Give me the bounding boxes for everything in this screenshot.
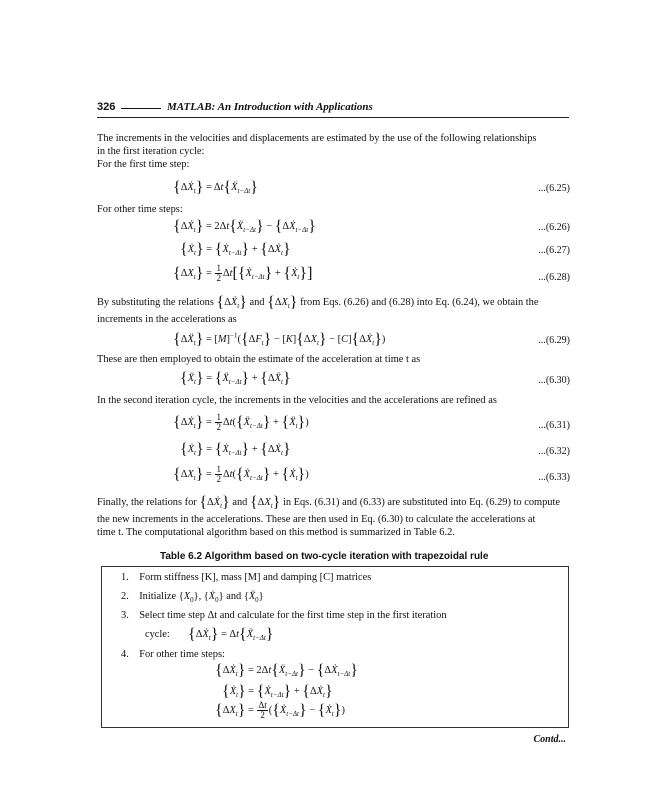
book-title: MATLAB: An Introduction with Applications bbox=[167, 101, 373, 113]
table-eq-displacement-increment: $\{\Delta X_t\}$ = $\frac{\Delta t}{2}$ ({Ẋ$_{t-\Delta t}$} − {Ẋ$_t$}) bbox=[215, 700, 345, 720]
equation-6-30: {Ẍ$_t$} = {Ẍ$_{t-\Delta t}$} + {ΔẌ$_t$} bbox=[180, 370, 291, 387]
table-row: 4. For other time steps: bbox=[121, 649, 225, 660]
other-steps-label: For other time steps: bbox=[97, 204, 183, 215]
eqno-6-26: ...(6.26) bbox=[538, 222, 570, 233]
page-number: 326 bbox=[97, 101, 116, 113]
paragraph-finally bbox=[97, 496, 569, 539]
equation-6-29: {ΔẌ$_t$} = $[M]^{-1}(\{\Delta F_t\} - [K]\{\Delta X_t\}$ − [C]{ΔẊ$_t$}) bbox=[173, 331, 386, 348]
header-dash bbox=[121, 108, 161, 109]
final-line-2: the new increments in the accelerations. These are then used in Eq. (6.30) to calculate the accelerations at bbox=[97, 514, 536, 526]
table-eq-velocity: {Ẋ$_t$} = {Ẋ$_{t-\Delta t}$} + {ΔẊ$_t$} bbox=[222, 683, 333, 700]
second-cycle-line: In the second iteration cycle, the increments in the velocities and the accelerations are refined as bbox=[97, 395, 497, 406]
equation-6-31: {ΔẊ$_t$} = $\frac{1}{2}$ Δt({Ẍ$_{t-\Delta t}$} + {Ẍ$_t$}) bbox=[173, 412, 309, 432]
eqno-6-33: ...(6.33) bbox=[538, 472, 570, 483]
eqno-6-30: ...(6.30) bbox=[538, 375, 570, 386]
table-caption: Table 6.2 Algorithm based on two-cycle iteration with trapezoidal rule bbox=[160, 551, 489, 562]
intro-line-2: in the first iteration cycle: bbox=[97, 146, 205, 157]
eqno-6-28: ...(6.28) bbox=[538, 272, 570, 283]
table-row: cycle: {ΔẊ$_t$} = Δt{Ẍ$_{t-\Delta t}$} bbox=[145, 626, 274, 643]
final-line-3: time t. The computational algorithm based on this method is summarized in Table 6.2. bbox=[97, 527, 455, 539]
subst-line-2: increments in the accelerations as bbox=[97, 314, 237, 326]
final-line-1: Finally, the relations for {ΔẊ$_t$} and $\{\Delta X_t\}$ in Eqs. (6.31) and (6.33) are substituted into Eq. (6.29) to compute bbox=[97, 494, 560, 511]
first-step-label: For the first time step: bbox=[97, 159, 190, 170]
table-eq-velocity-increment: {ΔẊ$_t$} = 2Δt{Ẍ$_{t-\Delta t}$} − {ΔẊ$_{t-\Delta t}$} bbox=[215, 662, 358, 679]
equation-6-28: $\{\Delta X_t\}$ = $\frac{1}{2}$ Δt[{Ẋ$_{t-\Delta t}$} + {Ẋ$_t$}] bbox=[173, 263, 313, 283]
eqno-6-27: ...(6.27) bbox=[538, 245, 570, 256]
equation-6-33: $\{\Delta X_t\}$ = $\frac{1}{2}$ Δt({Ẋ$_{t-\Delta t}$} + {Ẋ$_t$}) bbox=[173, 464, 309, 484]
equation-6-32: {Ẋ$_t$} = {Ẋ$_{t-\Delta t}$} + {ΔẊ$_t$} bbox=[180, 441, 291, 458]
eqno-6-32: ...(6.32) bbox=[538, 446, 570, 457]
employed-line: These are then employed to obtain the estimate of the acceleration at time t as bbox=[97, 354, 421, 365]
eqno-6-29: ...(6.29) bbox=[538, 335, 570, 346]
header-rule bbox=[97, 117, 569, 118]
eqno-6-25: ...(6.25) bbox=[538, 183, 570, 194]
equation-6-26: {ΔẊ$_t$} = 2Δt{Ẍ$_{t-\Delta t}$} − {ΔẊ$_{t-\Delta t}$} bbox=[173, 218, 316, 235]
subst-line-1: By substituting the relations {ΔẊ$_t$} and $\{\Delta X_t\}$ from Eqs. (6.26) and (6.28) into Eq. (6.24), we obtain the bbox=[97, 294, 539, 311]
continued-note: Contd... bbox=[533, 734, 566, 745]
paragraph-substitute bbox=[97, 296, 569, 326]
algorithm-table bbox=[101, 566, 569, 728]
equation-6-25: {ΔẊ$_t$} = Δt{Ẍ$_{t-\Delta t}$} bbox=[173, 179, 258, 196]
paragraph-intro bbox=[97, 132, 569, 171]
table-row: 1. Form stiffness [K], mass [M] and damping [C] matrices bbox=[121, 572, 372, 583]
running-header bbox=[97, 101, 569, 117]
table-row: 3. Select time step Δt and calculate for the first time step in the first iteration bbox=[121, 610, 447, 621]
equation-6-27: {Ẋ$_t$} = {Ẋ$_{t-\Delta t}$} + {ΔẊ$_t$} bbox=[180, 241, 291, 258]
eqno-6-31: ...(6.31) bbox=[538, 420, 570, 431]
intro-line-1: The increments in the velocities and displacements are estimated by the use of the following relationships bbox=[97, 133, 537, 144]
table-row: 2. Initialize $\{X_0\}$, {Ẋ$_0$} and {Ẍ$_0$} bbox=[121, 591, 264, 605]
